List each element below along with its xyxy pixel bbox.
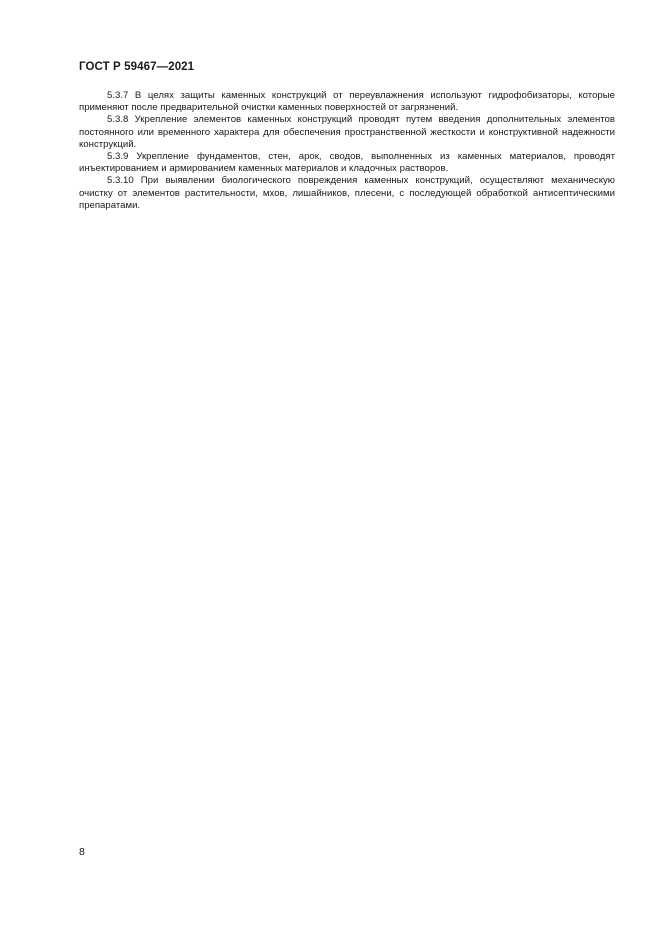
paragraph-5-3-10: 5.3.10 При выявлении биологического повреждения каменных конструкций, осуществляют механическую очистку от элементов растительности, мхов, лишайников, плесени, с последующей обработкой антисептическими препаратами. [79,175,615,211]
paragraph-5-3-8: 5.3.8 Укрепление элементов каменных конструкций проводят путем введения дополнительных элементов постоянного или временного характера для обеспечения пространственной жесткости и конструктивной надежности конструкций. [79,114,615,150]
paragraph-5-3-7: 5.3.7 В целях защиты каменных конструкций от переувлажнения используют гидрофобизаторы, которые применяют после предварительной очистки каменных поверхностей от загрязнений. [79,90,615,114]
standard-code-header: ГОСТ Р 59467—2021 [79,61,195,73]
document-body [79,90,615,212]
page-number: 8 [79,846,85,858]
paragraph-5-3-9: 5.3.9 Укрепление фундаментов, стен, арок, сводов, выполненных из каменных материалов, проводят инъектированием и армированием каменных материалов и кладочных растворов. [79,151,615,175]
